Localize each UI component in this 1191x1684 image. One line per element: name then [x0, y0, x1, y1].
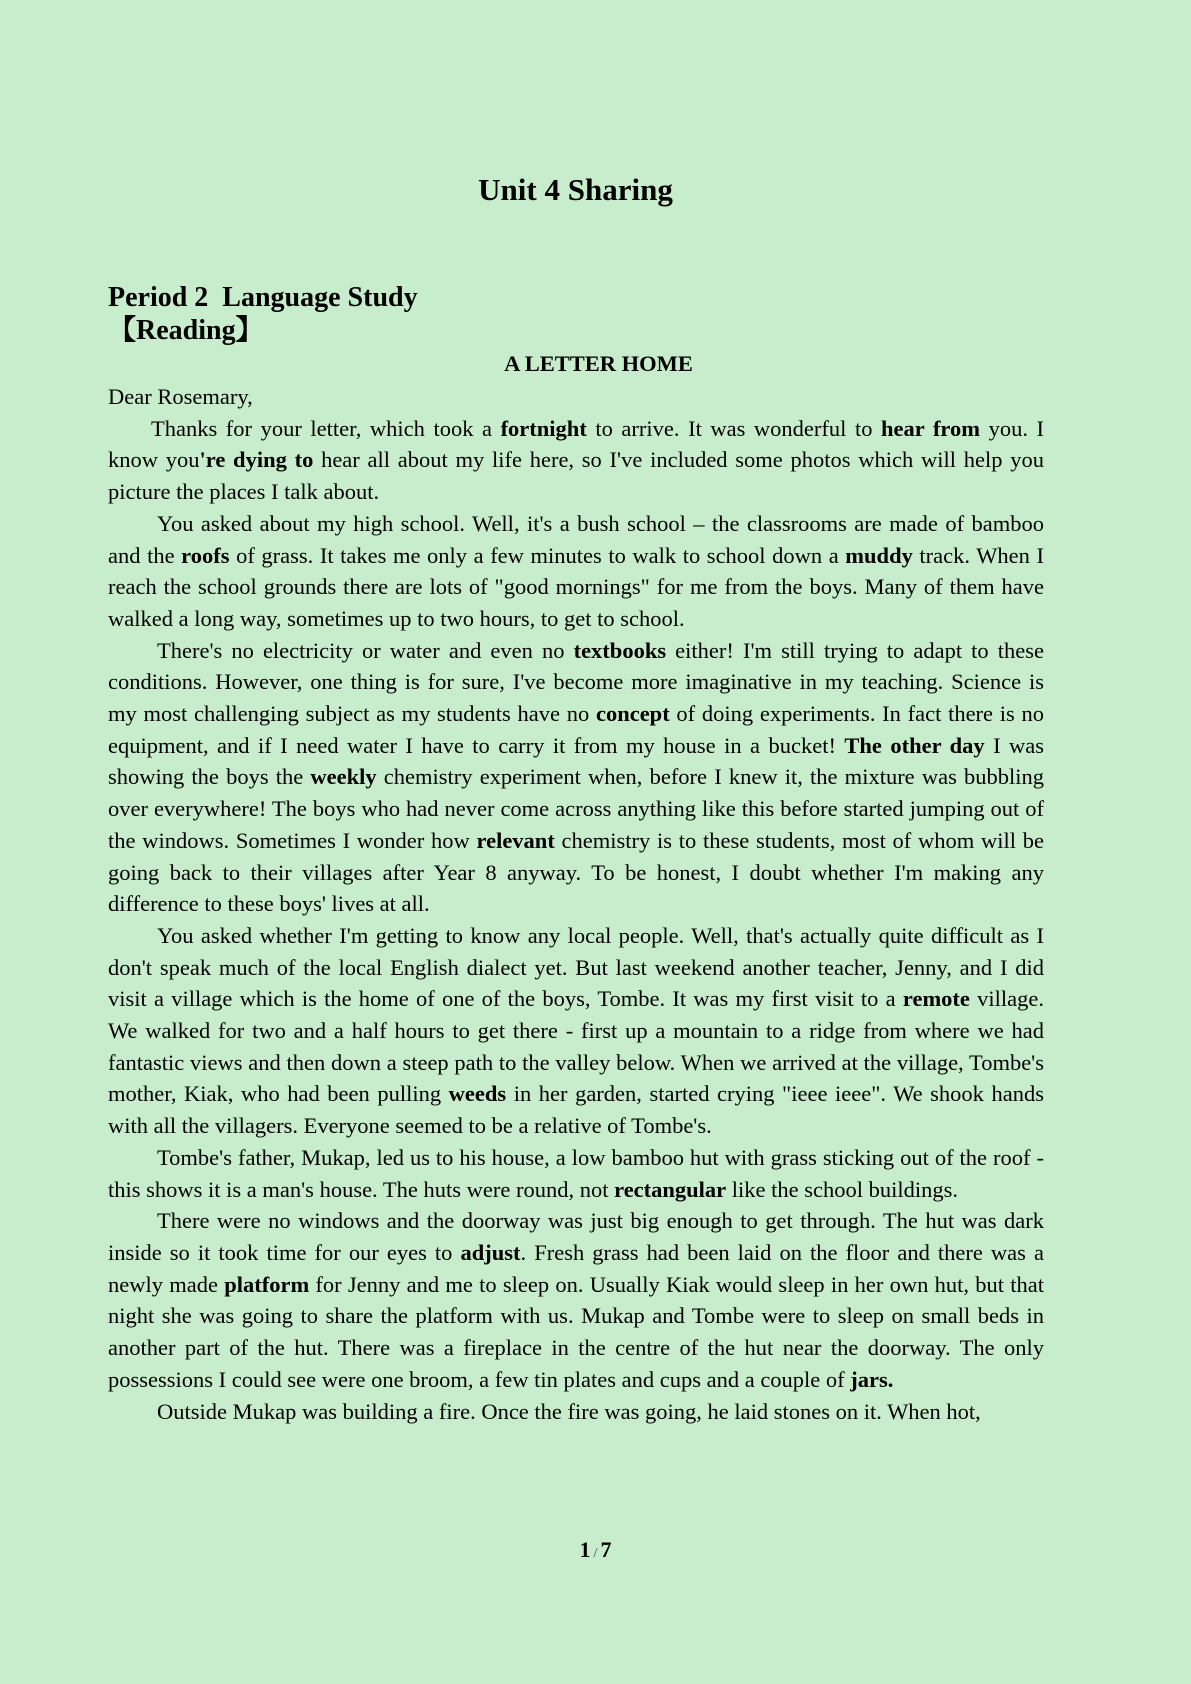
text-run: Tombe's father, Mukap, led us to his house, a low bamboo hut with grass sticking out of the roof - this shows it is a man's house. The huts were round, not	[108, 1144, 1044, 1202]
text-run: . Fresh grass had been laid on the floor and there was a newly made	[108, 1239, 1044, 1297]
text-run: of grass. It takes me only a few minutes to walk to school down a	[229, 542, 846, 568]
text-run: You asked about my high school. Well, it's a bush school – the classrooms are made of bamboo and the	[108, 510, 1044, 568]
text-run: in her garden, started crying "ieee ieee". We shook hands with all the villagers. Everyone seemed to be a relative of Tombe's.	[108, 1081, 1044, 1139]
key-term: textbooks	[573, 637, 667, 663]
text-run: track. When I reach the school grounds there are lots of "good mornings" for me from the boys. Many of them have walked a long way, sometimes up to two hours, to get to school.	[108, 542, 1044, 631]
text-run: Outside Mukap was building a fire. Once the fire was going, he laid stones on it. When hot,	[157, 1398, 981, 1424]
page-number	[0, 1536, 1191, 1568]
key-term: hear from	[881, 415, 981, 441]
paragraph-3	[108, 635, 1044, 920]
page-total: 7	[600, 1537, 612, 1562]
period-title: Period 2 Language Study	[108, 282, 418, 313]
key-term: fortnight	[500, 415, 587, 441]
text-run: hear all about my life here, so I've included some photos which will help you picture the places I talk about.	[108, 447, 1044, 505]
text-run: you. I know you	[108, 415, 1045, 473]
letter-body	[108, 381, 1044, 1427]
text-run: chemistry experiment when, before I knew it, the mixture was bubbling over everywhere! The boys who had never come across anything like this before started jumping out of the windows. Sometimes I wonder how	[108, 764, 1044, 853]
key-term: relevant	[476, 827, 555, 853]
key-term: weekly	[310, 764, 377, 790]
key-term: concept	[595, 701, 670, 727]
letter-title: A LETTER HOME	[504, 351, 693, 376]
text-run: You asked whether I'm getting to know any local people. Well, that's actually quite difficult as I don't speak much of the local English dialect yet. But last weekend another teacher, Jenny, and I did visit a village which is the home of one of the boys, Tombe. It was my first visit to a	[108, 922, 1044, 1012]
unit-title: Unit 4 Sharing	[478, 172, 673, 207]
paragraph-5	[108, 1142, 1044, 1205]
text-run: like the school buildings.	[726, 1176, 959, 1202]
paragraph-7	[108, 1396, 1044, 1428]
text-run: There were no windows and the doorway was just big enough to get through. The hut was dark inside so it took time for our eyes to	[108, 1208, 1044, 1265]
key-term: rectangular	[614, 1176, 727, 1202]
key-term: weeds	[448, 1081, 507, 1107]
text-run: to arrive. It was wonderful to	[586, 415, 882, 441]
key-term: remote	[902, 986, 970, 1012]
text-run: of doing experiments. In fact there is no equipment, and if I need water I have to carry it from my house in a bucket!	[108, 701, 1044, 758]
salutation: Dear Rosemary,	[108, 384, 253, 409]
paragraph-1	[108, 413, 1044, 508]
key-term: The other day	[844, 732, 985, 758]
text-run: either! I'm still trying to adapt to these conditions. However, one thing is for sure, I've become more imaginative in my teaching. Science is my most challenging subject as my students have no	[108, 637, 1044, 727]
key-term: roofs	[181, 542, 230, 568]
key-term: jars.	[850, 1366, 894, 1392]
paragraph-6	[108, 1205, 1044, 1395]
text-run: Thanks for your letter, which took a	[151, 415, 501, 441]
key-term: platform	[224, 1271, 310, 1297]
paragraph-4	[108, 920, 1044, 1142]
text-run: There's no electricity or water and even no	[157, 637, 574, 663]
key-term: 're dying to	[199, 447, 314, 473]
key-term: muddy	[845, 542, 913, 568]
text-run: chemistry is to these students, most of whom will be going back to their villages after Year 8 anyway. To be honest, I doubt whether I'm making any difference to these boys' lives at all.	[108, 827, 1044, 917]
paragraph-2	[108, 508, 1044, 635]
text-run: for Jenny and me to sleep on. Usually Kiak would sleep in her own hut, but that night she was going to share the platform with us. Mukap and Tombe were to sleep on small beds in another part of the hut. There was a fireplace in the centre of the hut near the doorway. The only possessions I could see were one broom, a few tin plates and cups and a couple of	[108, 1271, 1044, 1392]
page-current: 1	[579, 1537, 591, 1562]
section-label: 【Reading】	[108, 315, 264, 346]
key-term: adjust	[460, 1239, 521, 1265]
page-separator: /	[593, 1546, 598, 1561]
text-run: I was showing the boys the	[108, 732, 1044, 790]
text-run: village. We walked for two and a half hours to get there - first up a mountain to a ridge from where we had fantastic views and then down a steep path to the valley below. When we arrived at the village, Tombe's mother, Kiak, who had been pulling	[108, 986, 1044, 1107]
